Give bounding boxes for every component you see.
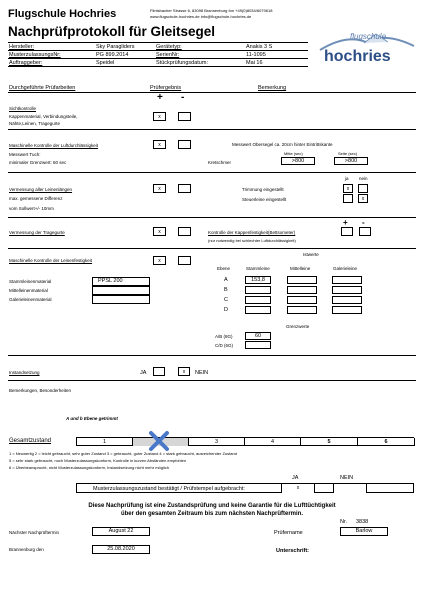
ab-value[interactable]: 60: [245, 332, 271, 340]
bestaetigt-ja-checkbox[interactable]: x: [281, 484, 315, 493]
minus-sign: -: [181, 92, 185, 103]
instandsetzung-ja-label: JA: [140, 370, 147, 376]
ebene-c: C: [224, 297, 228, 303]
grenzwerte-label: Grenzwerte: [286, 324, 310, 329]
instandsetzung-label: Instandsetzung: [9, 370, 40, 375]
school-address: Flintsbacher Strasse 6, 83098 Brannenburg fon +49(0)8034/6079618: [150, 8, 273, 13]
luft-grenzwert: minimaler Grenzwert: 60 sec: [9, 160, 67, 165]
stamm-b[interactable]: [245, 286, 271, 294]
selected-grade-cross-icon: [148, 430, 170, 452]
mittelleine-header: Mittelleine: [290, 266, 311, 271]
gesamtzustand-legend-3: 6 = Überbeansprucht, nicht Musterzulassungskonform, Instandsetzung nicht mehr möglich: [9, 465, 169, 470]
luft-mitte-label: Mitte (sec): [284, 151, 303, 156]
col-ergebnis: Prüfergebnis: [150, 85, 182, 91]
tragegurte-minus-checkbox[interactable]: [178, 227, 191, 236]
gesamtzustand-legend-1: 1 = Neuwertig 2 = leicht gebraucht, sehr guter Zustand 3 = gebraucht, guter Zustand 4 = stark gebraucht, ausreichender Zustand: [9, 451, 237, 456]
school-web-email: www.flugschule-hochries.de info@flugschule-hochries.de: [150, 14, 252, 19]
vermessung-title: Vermessung aller Leinenlängen: [9, 187, 73, 192]
muster-label: MusterzulassungsNr:: [9, 52, 61, 58]
trimmung-ja-checkbox[interactable]: x: [343, 184, 353, 193]
istwerte-label: Istwerte: [303, 252, 319, 257]
mittelleinen-material-value[interactable]: [92, 286, 150, 295]
disclaimer-line2: über den gesamten Zeitraum bis zum nächsten Nachprüftermin.: [120, 511, 304, 517]
bemerkungen-label: Bemerkungen, Besonderheiten: [9, 388, 72, 393]
serien-label: SerienNr:: [156, 52, 180, 58]
gesamtzustand-label: Gesamtzustand: [9, 438, 52, 444]
stueck-label: Stückprüfungsdatum:: [156, 60, 208, 66]
vermessung-minus-checkbox[interactable]: [178, 184, 191, 193]
instandsetzung-nein-checkbox[interactable]: x: [178, 367, 190, 376]
galerie-material-value[interactable]: [92, 295, 150, 304]
galerie-a[interactable]: [332, 276, 362, 284]
kappe-plus-sign: +: [343, 218, 348, 227]
ebene-b: B: [224, 287, 228, 293]
vermessung-nein: nein: [359, 176, 368, 181]
trimmung-nein-checkbox[interactable]: [358, 184, 368, 193]
school-name: Flugschule Hochries: [8, 8, 117, 20]
kappe-plus-checkbox[interactable]: [341, 227, 353, 236]
mittelleinen-material-label: Mittelleinenmaterial: [9, 288, 48, 293]
hersteller-value: Sky Paragliders: [96, 44, 135, 50]
luft-title: Maschinelle Kontrolle der Luftdurchlässigkeit: [9, 143, 99, 148]
disclaimer-line1: Diese Nachprüfung ist eine Zustandsprüfung und keine Garantie für die Lufttüchtigkeit: [88, 503, 336, 509]
ebene-a: A: [224, 277, 228, 283]
kappe-minus-sign: -: [362, 218, 365, 227]
grade-1[interactable]: 1: [77, 438, 133, 446]
sichtkontrolle-title: Sichtkontrolle: [9, 106, 37, 111]
grade-3[interactable]: 3: [189, 438, 245, 446]
ebene-d: D: [224, 307, 228, 313]
bemerkungen-text: A und b Ebene getrimmt: [66, 416, 118, 421]
luft-mitte-value[interactable]: >800: [281, 157, 315, 165]
luft-seite-label: Seite (sec): [338, 151, 358, 156]
col-arbeiten: Durchgeführte Prüfarbeiten: [9, 85, 76, 91]
stamm-a[interactable]: 153,8: [245, 276, 271, 284]
bestaetigt-label: Musterzulassungszustand bestätigt / Prüfstempel aufgebracht:: [93, 486, 245, 492]
leinen-minus-checkbox[interactable]: [178, 256, 191, 265]
col-bemerkung: Bemerkung: [258, 85, 287, 91]
stammleinen-material-value[interactable]: PPSL 200: [92, 277, 150, 286]
auftrag-value: Speidel: [96, 60, 115, 66]
galerie-b[interactable]: [332, 286, 362, 294]
galerie-c[interactable]: [332, 296, 362, 304]
stamm-d[interactable]: [245, 306, 271, 314]
luft-messwert: Messwert Tuch:: [9, 152, 41, 157]
luft-minus-checkbox[interactable]: [178, 140, 191, 149]
geraetetyp-value: Anakis 3 S: [246, 44, 273, 50]
bestaetigt-nein-checkbox[interactable]: [333, 484, 367, 493]
stamm-c[interactable]: [245, 296, 271, 304]
luft-kretschmer: Kretschmer: [208, 160, 232, 165]
kappe-title: Kontrolle der Kappenfestigkeit(Bettsometer): [208, 230, 296, 235]
instandsetzung-nein-label: NEIN: [195, 370, 209, 376]
grade-6[interactable]: 6: [358, 438, 415, 446]
kappe-note: (nur notwendig bei schlechter Luftdurchlässigkeit): [208, 238, 296, 243]
sichtkontrolle-plus-checkbox[interactable]: x: [153, 112, 166, 121]
pruefername-label: Prüfername: [274, 530, 303, 536]
bestaetigt-ja-label: JA: [292, 475, 299, 481]
sichtkontrolle-line2: Nähte,Leinen, Tragegurte: [9, 121, 61, 126]
mittel-d[interactable]: [287, 306, 317, 314]
leinen-title: Maschinelle Kontrolle der Leinenfestigkeit: [9, 258, 93, 263]
stammleine-header: Stammleine: [246, 266, 270, 271]
geraetetyp-label: Gerätetyp:: [156, 44, 182, 50]
steuerleine-label: Steuerleine eingestellt: [242, 197, 287, 202]
bestaetigt-row: [76, 483, 414, 493]
sichtkontrolle-minus-checkbox[interactable]: [178, 112, 191, 121]
gesamtzustand-scale: [76, 437, 414, 446]
stueck-value: Mai 16: [246, 60, 263, 66]
tragegurte-plus-checkbox[interactable]: x: [153, 227, 166, 236]
mittel-a[interactable]: [287, 276, 317, 284]
grade-4[interactable]: 4: [245, 438, 301, 446]
plus-sign: +: [157, 92, 163, 103]
galerie-d[interactable]: [332, 306, 362, 314]
school-logo: [316, 28, 416, 72]
mittel-c[interactable]: [287, 296, 317, 304]
trimmung-label: Trimmung eingestellt: [242, 187, 284, 192]
kappe-minus-checkbox[interactable]: [359, 227, 371, 236]
luft-seite-value[interactable]: >800: [334, 157, 368, 165]
stammleinen-material-label: Stammleinenmaterial: [9, 279, 52, 284]
luft-remark: Messwert Obersegel ca. 20cm hinter Eintrittskante: [232, 142, 333, 147]
nr-value: 3838: [356, 519, 369, 525]
mittel-b[interactable]: [287, 286, 317, 294]
sichtkontrolle-line1: Kappenmaterial, Verbindungsteile,: [9, 114, 78, 119]
naechster-label: Nächster Nachprüftermin: [9, 530, 60, 535]
ort-label: Brannenburg den: [9, 547, 44, 552]
galerieleine-header: Galerieleine: [333, 266, 358, 271]
unterschrift-label: Unterschrift:: [276, 548, 310, 554]
bestaetigt-nein-label: NEIN: [340, 475, 354, 481]
muster-value: PG 899.2014: [96, 52, 129, 58]
instandsetzung-ja-checkbox[interactable]: [153, 367, 165, 376]
cd-value[interactable]: [245, 341, 271, 349]
vermessung-plus-checkbox[interactable]: x: [153, 184, 166, 193]
vermessung-line1: max. gemessene Differenz: [9, 196, 63, 201]
ort-value[interactable]: 25.08.2020: [92, 545, 150, 554]
vermessung-ja: ja: [345, 176, 349, 181]
tragegurte-title-visible: Vermessung der Tragegurte: [9, 230, 65, 235]
luft-plus-checkbox[interactable]: x: [153, 140, 166, 149]
auftrag-label: Auftraggeber:: [9, 60, 43, 66]
hersteller-label: Hersteller:: [9, 44, 35, 50]
logo-top-text: flugschule: [350, 32, 387, 41]
galerie-material-label: Galerieleinenmaterial: [9, 297, 52, 302]
grade-5[interactable]: 5: [301, 438, 358, 446]
steuerleine-nein-checkbox[interactable]: x: [358, 194, 368, 203]
nr-label: Nr.: [340, 519, 348, 525]
vermessung-line2: vom Sollwert+/- 10mm: [9, 206, 54, 211]
logo-main-text: hochries: [324, 48, 391, 65]
leinen-plus-checkbox[interactable]: x: [153, 256, 166, 265]
gesamtzustand-legend-2: 5 = sehr stark gebraucht, noch Musterzulassungskonform, Kontrolle in kurzen Abständen empfohlen: [9, 458, 187, 463]
serien-value: 11-1095: [246, 52, 266, 58]
naechster-value[interactable]: August 22: [92, 527, 150, 536]
pruefername-value[interactable]: Barlow: [340, 527, 388, 536]
page-title: Nachprüfprotokoll für Gleitsegel: [8, 24, 216, 39]
steuerleine-ja-checkbox[interactable]: [343, 194, 353, 203]
ebene-header: Ebene: [217, 266, 231, 271]
ab-label: A/B (8G): [215, 334, 233, 339]
cd-label: C/D (6G): [215, 343, 233, 348]
